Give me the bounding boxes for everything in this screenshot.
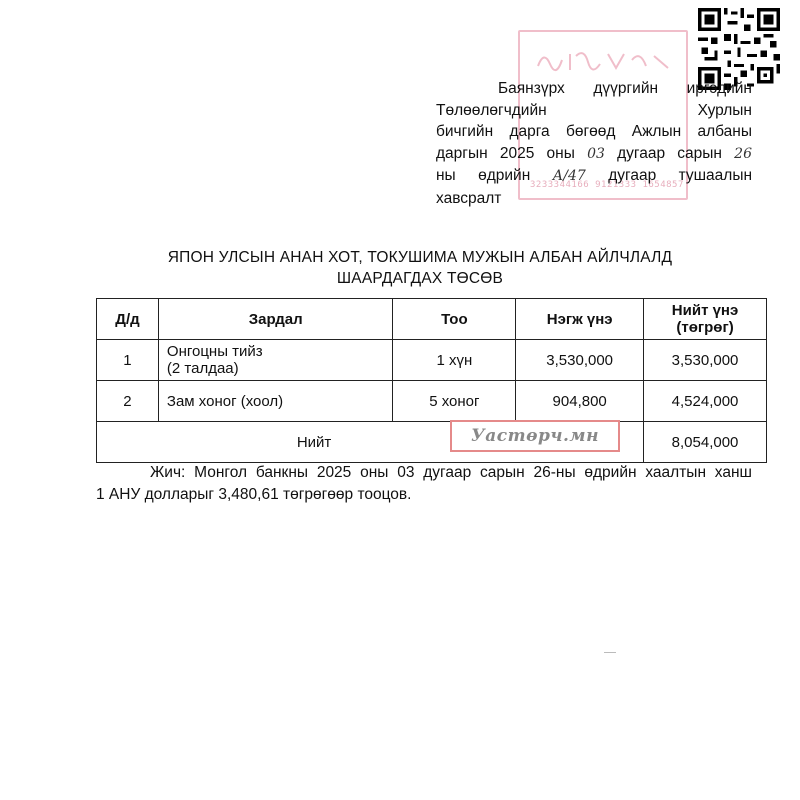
row-number: 2 — [97, 381, 159, 422]
header-order-suffix: дугаар тушаалын — [608, 167, 753, 184]
decorative-mark — [604, 652, 616, 653]
header-line-6: хавсралт — [436, 189, 502, 207]
header-total-line2: (төгрөг) — [676, 319, 734, 336]
appendix-header — [436, 78, 752, 209]
table-row — [97, 340, 767, 381]
note-line-2: 1 АНУ долларыг 3,480,61 төгрөгөөр тооцов. — [96, 486, 412, 503]
table-total-row — [97, 422, 767, 463]
header-expense: Зардал — [158, 299, 393, 340]
header-number: Д/д — [97, 299, 159, 340]
budget-table — [96, 298, 767, 463]
header-line-5 — [436, 165, 752, 188]
title-line-1: ЯПОН УЛСЫН АНАН ХОТ, ТОКУШИМА МУЖЫН АЛБАН АЙЛЧЛАЛД — [167, 249, 673, 266]
row-expense: Зам хоног (хоол) — [158, 381, 393, 422]
note-line-1: Жич: Монгол банкны 2025 оны 03 дугаар сарын 26-ны өдрийн хаалтын ханш — [150, 464, 752, 481]
document-title — [80, 247, 760, 289]
row-number: 1 — [97, 340, 159, 381]
stamp-scribble — [534, 46, 674, 76]
stamp-id: 3233344166 9121333 1654857 — [530, 180, 684, 190]
row-total: 3,530,000 — [644, 340, 767, 381]
site-watermark — [450, 420, 620, 452]
header-unit-price: Нэгж үнэ — [516, 299, 644, 340]
exchange-rate-note — [96, 462, 752, 506]
handwritten-day: 26 — [734, 145, 752, 162]
header-day-text: ны өдрийн — [436, 167, 531, 184]
header-total-line1: Нийт үнэ — [671, 302, 739, 319]
row-unit-price: 904,800 — [516, 381, 644, 422]
row-expense-line2: (2 талдаа) — [166, 360, 239, 377]
handwritten-month: 03 — [587, 145, 605, 162]
total-value: 8,054,000 — [644, 422, 767, 463]
row-quantity: 5 хоног — [393, 381, 516, 422]
table-row — [97, 381, 767, 422]
row-expense-line1: Онгоцны тийз — [166, 343, 263, 360]
header-total-price — [644, 299, 767, 340]
title-line-2: ШААРДАГДАХ ТӨСӨВ — [336, 270, 504, 287]
row-unit-price: 3,530,000 — [516, 340, 644, 381]
row-quantity: 1 хүн — [393, 340, 516, 381]
handwritten-order-number: А/47 — [552, 168, 586, 184]
header-month-suffix: дугаар сарын — [617, 144, 722, 162]
header-line-2: Төлөөлөгчдийн Хурлын — [436, 101, 752, 119]
total-label: Нийт — [97, 422, 644, 463]
header-quantity: Тоо — [393, 299, 516, 340]
row-expense — [158, 340, 393, 381]
header-line-1: Баянзүрх дүүргийн иргэдийн — [498, 80, 752, 97]
header-line-4 — [436, 143, 752, 166]
row-total: 4,524,000 — [644, 381, 767, 422]
header-line-3: бичгийн дарга бөгөөд Ажлын албаны — [436, 123, 752, 140]
watermark-text: Уастөрч.мн — [470, 426, 599, 446]
table-header-row — [97, 299, 767, 340]
header-year-text: даргын 2025 оны — [436, 144, 575, 162]
